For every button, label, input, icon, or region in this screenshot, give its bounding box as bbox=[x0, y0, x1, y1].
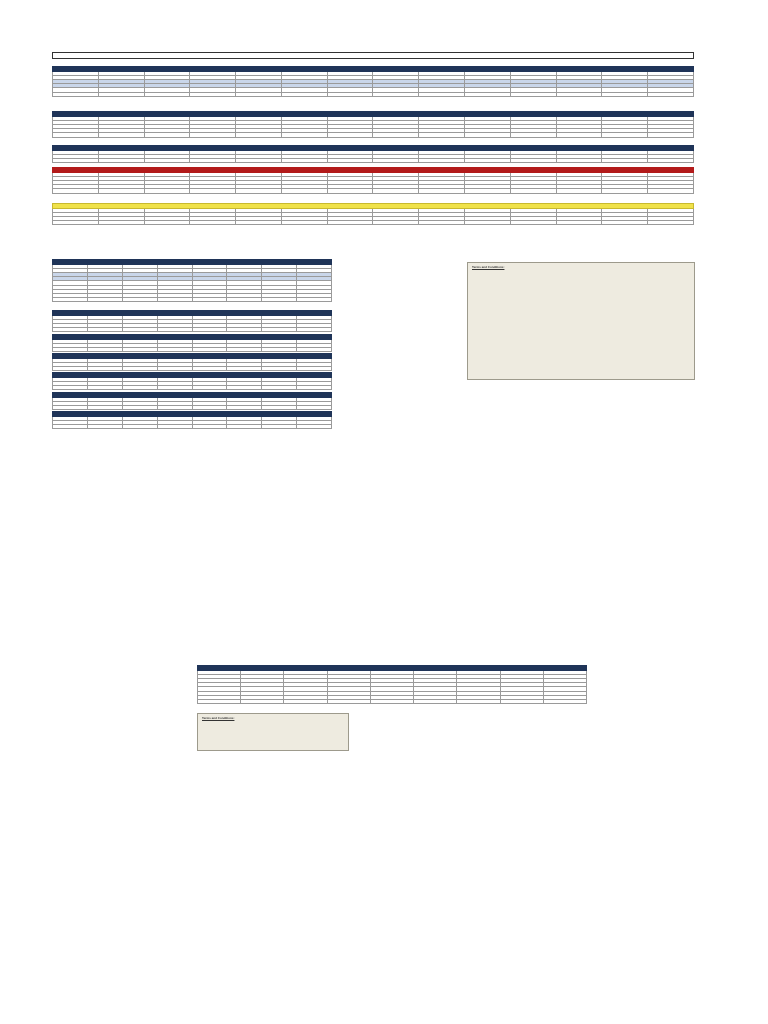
terms-line bbox=[202, 734, 344, 737]
table-cell bbox=[602, 158, 648, 162]
table-cell bbox=[157, 366, 192, 370]
table-cell bbox=[144, 158, 190, 162]
upper-table-5 bbox=[52, 203, 694, 225]
table-cell bbox=[122, 328, 157, 332]
table-cell bbox=[648, 92, 694, 96]
table-cell bbox=[373, 133, 419, 137]
sheet2-terms-box bbox=[197, 713, 349, 751]
table-cell bbox=[53, 385, 88, 389]
table-cell bbox=[190, 189, 236, 193]
table-cell bbox=[53, 221, 99, 225]
table-cell bbox=[465, 189, 511, 193]
table-cell bbox=[98, 133, 144, 137]
table-cell bbox=[419, 158, 465, 162]
table-cell bbox=[157, 347, 192, 351]
table-cell bbox=[373, 92, 419, 96]
table-cell bbox=[53, 158, 99, 162]
table-row bbox=[53, 328, 332, 332]
table-cell bbox=[373, 158, 419, 162]
table-cell bbox=[227, 424, 262, 428]
table-cell bbox=[53, 133, 99, 137]
table-cell bbox=[602, 133, 648, 137]
table-cell bbox=[122, 405, 157, 409]
table-cell bbox=[122, 347, 157, 351]
table-row bbox=[53, 189, 694, 193]
table-cell bbox=[457, 699, 500, 703]
table-cell bbox=[327, 221, 373, 225]
table-cell bbox=[297, 385, 332, 389]
table-row bbox=[53, 347, 332, 351]
table-cell bbox=[87, 405, 122, 409]
table-cell bbox=[157, 328, 192, 332]
lower-table-1 bbox=[52, 259, 332, 302]
table-cell bbox=[192, 328, 227, 332]
sheet1-terms-lines bbox=[472, 269, 690, 327]
table-cell bbox=[157, 405, 192, 409]
table-cell bbox=[87, 298, 122, 302]
table-cell bbox=[192, 366, 227, 370]
table-cell bbox=[53, 347, 88, 351]
table-row bbox=[53, 366, 332, 370]
table-cell bbox=[510, 92, 556, 96]
table-cell bbox=[236, 158, 282, 162]
lower-table-7 bbox=[52, 411, 332, 429]
table-cell bbox=[510, 158, 556, 162]
table-cell bbox=[465, 221, 511, 225]
table-cell bbox=[227, 366, 262, 370]
table-cell bbox=[227, 347, 262, 351]
table-cell bbox=[297, 328, 332, 332]
upper-table-2 bbox=[52, 111, 694, 138]
table-cell bbox=[297, 405, 332, 409]
table-cell bbox=[262, 366, 297, 370]
table-cell bbox=[510, 221, 556, 225]
table-cell bbox=[284, 699, 327, 703]
lower-table-3 bbox=[52, 334, 332, 352]
table-cell bbox=[373, 189, 419, 193]
table-cell bbox=[419, 92, 465, 96]
sheet2-terms-title: Terms and Conditions: bbox=[202, 716, 235, 720]
table-cell bbox=[419, 189, 465, 193]
table-cell bbox=[281, 189, 327, 193]
table-cell bbox=[543, 699, 586, 703]
table-cell bbox=[144, 189, 190, 193]
table-cell bbox=[510, 133, 556, 137]
table-row bbox=[198, 699, 587, 703]
upper-table-1 bbox=[52, 66, 694, 97]
table-row bbox=[53, 158, 694, 162]
table-cell bbox=[373, 221, 419, 225]
table-cell bbox=[327, 92, 373, 96]
upper-table-3 bbox=[52, 145, 694, 163]
table-cell bbox=[53, 328, 88, 332]
table-row bbox=[53, 92, 694, 96]
table-cell bbox=[87, 366, 122, 370]
terms-line bbox=[472, 324, 690, 327]
table-cell bbox=[419, 133, 465, 137]
table-cell bbox=[262, 424, 297, 428]
table-cell bbox=[87, 347, 122, 351]
table-cell bbox=[602, 92, 648, 96]
table-cell bbox=[262, 347, 297, 351]
table-cell bbox=[53, 189, 99, 193]
table-cell bbox=[227, 385, 262, 389]
table-cell bbox=[262, 405, 297, 409]
table-cell bbox=[122, 366, 157, 370]
table-cell bbox=[236, 221, 282, 225]
table-cell bbox=[122, 298, 157, 302]
table-cell bbox=[53, 405, 88, 409]
table-cell bbox=[510, 189, 556, 193]
table-cell bbox=[98, 221, 144, 225]
table-cell bbox=[144, 92, 190, 96]
table-cell bbox=[157, 298, 192, 302]
table-cell bbox=[327, 189, 373, 193]
table-cell bbox=[53, 298, 88, 302]
table-cell bbox=[281, 158, 327, 162]
table-cell bbox=[262, 298, 297, 302]
table-cell bbox=[87, 424, 122, 428]
table-row bbox=[53, 424, 332, 428]
table-cell bbox=[297, 366, 332, 370]
table-cell bbox=[281, 221, 327, 225]
table-cell bbox=[648, 133, 694, 137]
table-cell bbox=[602, 189, 648, 193]
sheet2-table bbox=[197, 665, 587, 704]
table-cell bbox=[556, 189, 602, 193]
table-row bbox=[53, 385, 332, 389]
table-cell bbox=[297, 347, 332, 351]
table-cell bbox=[144, 133, 190, 137]
upper-table-4 bbox=[52, 167, 694, 194]
table-cell bbox=[648, 158, 694, 162]
table-cell bbox=[465, 92, 511, 96]
table-cell bbox=[53, 366, 88, 370]
table-cell bbox=[327, 158, 373, 162]
table-cell bbox=[157, 385, 192, 389]
table-cell bbox=[144, 221, 190, 225]
sheet1-terms-title: Terms and Conditions: bbox=[472, 265, 505, 269]
table-cell bbox=[122, 424, 157, 428]
table-cell bbox=[53, 424, 88, 428]
table-cell bbox=[556, 158, 602, 162]
table-cell bbox=[297, 298, 332, 302]
table-cell bbox=[87, 328, 122, 332]
table-cell bbox=[190, 92, 236, 96]
lower-table-6 bbox=[52, 392, 332, 410]
table-cell bbox=[192, 424, 227, 428]
table-cell bbox=[192, 405, 227, 409]
table-cell bbox=[98, 189, 144, 193]
table-cell bbox=[419, 221, 465, 225]
table-row bbox=[53, 405, 332, 409]
sheet1-terms-box bbox=[467, 262, 695, 380]
table-cell bbox=[414, 699, 457, 703]
table-cell bbox=[192, 385, 227, 389]
table-cell bbox=[241, 699, 284, 703]
table-cell bbox=[327, 133, 373, 137]
lower-table-2 bbox=[52, 310, 332, 332]
table-cell bbox=[648, 221, 694, 225]
table-cell bbox=[602, 221, 648, 225]
table-cell bbox=[190, 133, 236, 137]
table-row bbox=[53, 221, 694, 225]
table-cell bbox=[556, 133, 602, 137]
table-cell bbox=[327, 699, 370, 703]
table-row bbox=[53, 133, 694, 137]
table-cell bbox=[297, 424, 332, 428]
table-cell bbox=[500, 699, 543, 703]
table-row bbox=[53, 298, 332, 302]
table-cell bbox=[157, 424, 192, 428]
table-cell bbox=[98, 158, 144, 162]
table-cell bbox=[192, 347, 227, 351]
table-cell bbox=[227, 405, 262, 409]
table-cell bbox=[53, 92, 99, 96]
table-cell bbox=[190, 158, 236, 162]
table-cell bbox=[192, 298, 227, 302]
table-cell bbox=[198, 699, 241, 703]
table-cell bbox=[262, 328, 297, 332]
table-cell bbox=[281, 92, 327, 96]
table-cell bbox=[556, 221, 602, 225]
table-cell bbox=[465, 158, 511, 162]
table-cell bbox=[98, 92, 144, 96]
table-cell bbox=[465, 133, 511, 137]
table-cell bbox=[648, 189, 694, 193]
table-cell bbox=[227, 328, 262, 332]
table-cell bbox=[236, 189, 282, 193]
table-cell bbox=[370, 699, 413, 703]
table-cell bbox=[556, 92, 602, 96]
lower-table-5 bbox=[52, 372, 332, 390]
table-cell bbox=[122, 385, 157, 389]
table-cell bbox=[87, 385, 122, 389]
table-cell bbox=[190, 221, 236, 225]
table-cell bbox=[262, 385, 297, 389]
sheet1-title bbox=[52, 52, 694, 59]
table-cell bbox=[236, 92, 282, 96]
table-cell bbox=[236, 133, 282, 137]
sheet2-terms-lines bbox=[202, 720, 344, 737]
lower-table-4 bbox=[52, 353, 332, 371]
table-cell bbox=[281, 133, 327, 137]
table-cell bbox=[227, 298, 262, 302]
